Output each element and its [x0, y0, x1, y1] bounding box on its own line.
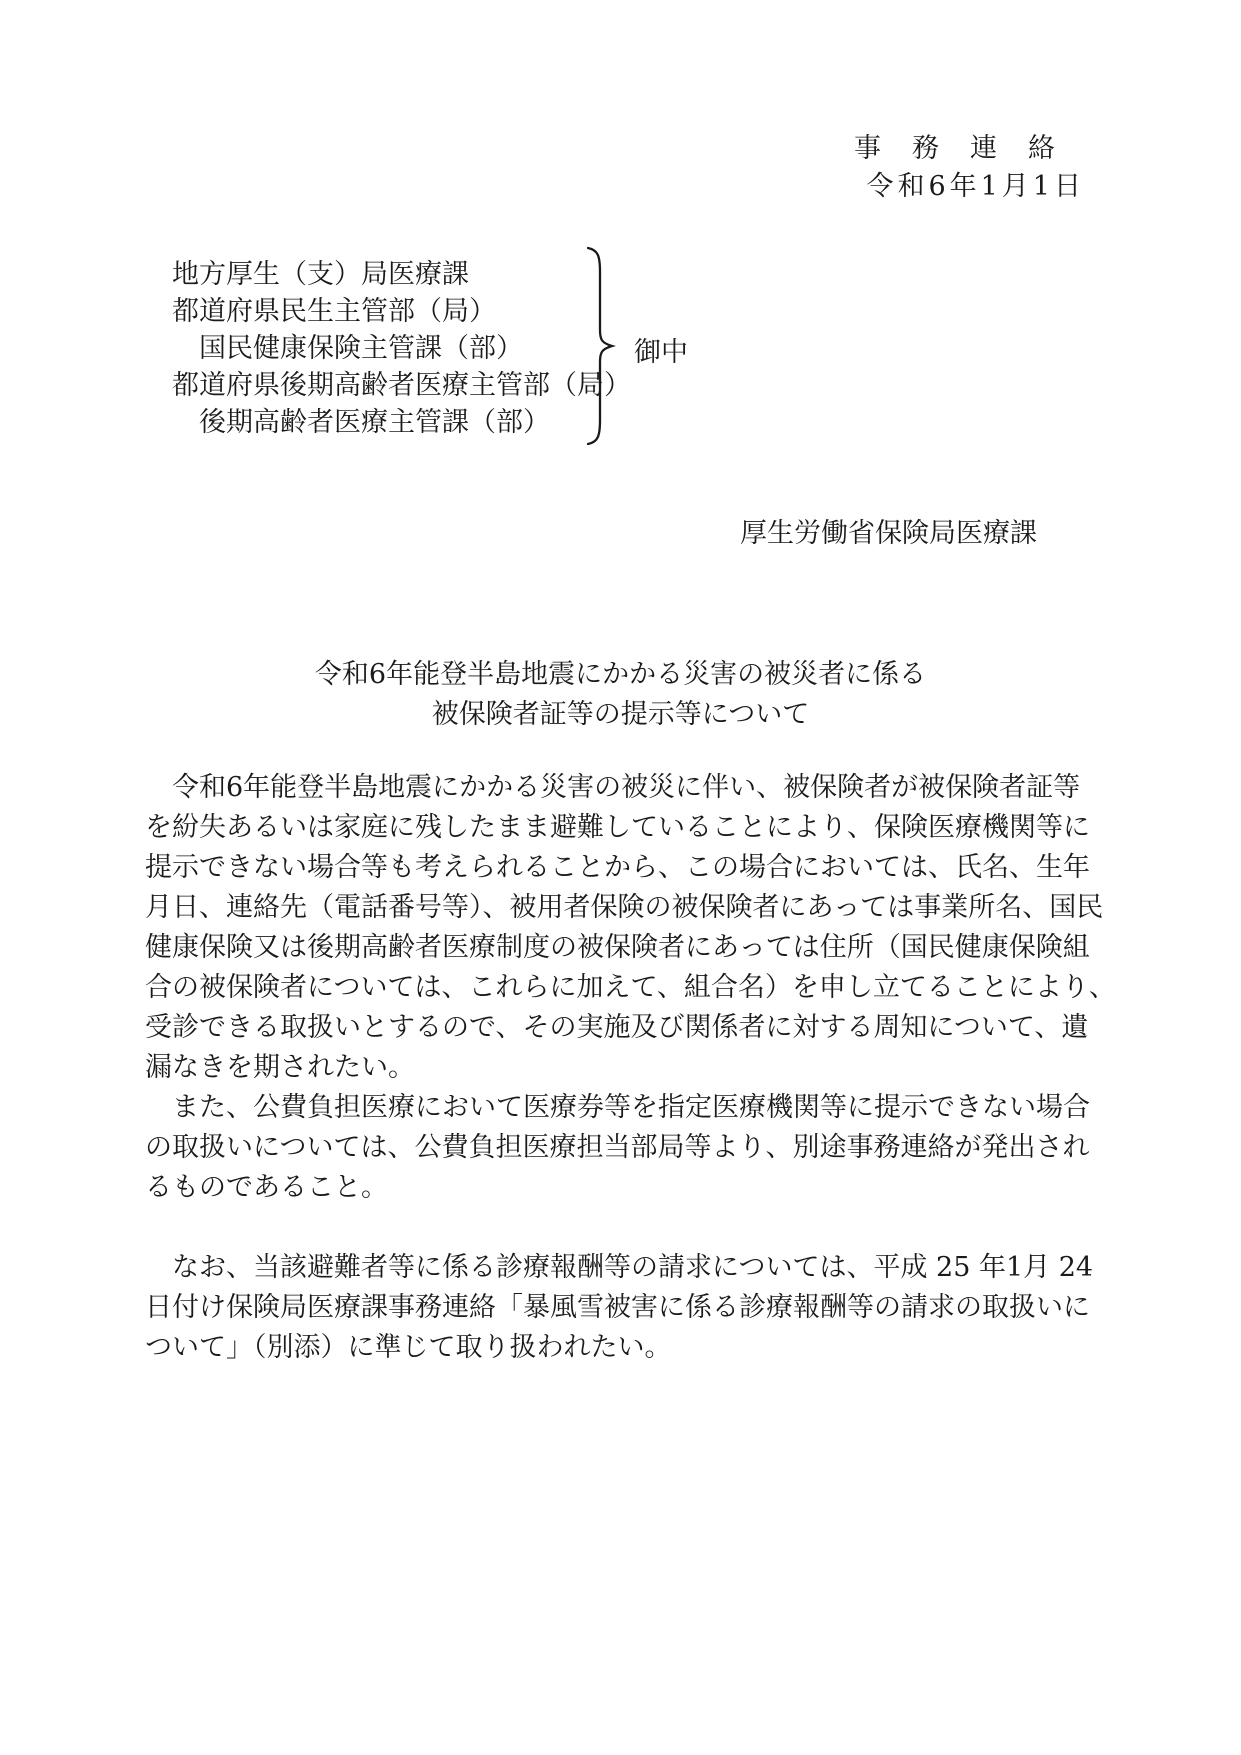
body-line: 提示できない場合等も考えられることから、この場合においては、氏名、生年 [145, 852, 1090, 883]
recipient-line: 都道府県後期高齢者医療主管部（局） [172, 370, 631, 401]
body-line: 令和6年能登半島地震にかかる災害の被災に伴い、被保険者が被保険者証等 [145, 772, 1081, 803]
body-line: また、公費負担医療において医療券等を指定医療機関等に提示できない場合 [145, 1092, 1090, 1123]
recipient-line: 国民健康保険主管課（部） [199, 333, 523, 364]
document-body [145, 768, 1116, 1368]
title-line-2: 被保険者証等の提示等について [431, 699, 810, 730]
body-line: 日付け保険局医療課事務連絡「暴風雪被害に係る診療報酬等の請求の取扱いに [145, 1292, 1090, 1323]
body-line: の取扱いについては、公費負担医療担当部局等より、別途事務連絡が発出され [145, 1132, 1090, 1163]
recipient-line: 後期高齢者医療主管課（部） [199, 407, 550, 438]
sender-name: 厚生労働省保険局医療課 [740, 518, 1037, 549]
recipients-brace-icon [584, 246, 616, 446]
body-line: 月日、連絡先（電話番号等）、被用者保険の被保険者にあっては事業所名、国民 [145, 892, 1104, 923]
body-line: 漏なきを期されたい。 [145, 1052, 415, 1083]
recipient-line: 地方厚生（支）局医療課 [172, 259, 469, 290]
body-paragraph-2 [145, 1248, 1105, 1368]
body-line: 受診できる取扱いとするので、その実施及び関係者に対する周知について、遺 [145, 1012, 1089, 1043]
recipients-list [172, 256, 631, 441]
recipient-honorific: 御中 [634, 337, 688, 368]
recipient-line: 都道府県民生主管部（局） [172, 296, 496, 327]
doc-date: 令和6年1月1日 [866, 171, 1085, 202]
body-line: を紛失あるいは家庭に残したまま避難していることにより、保険医療機関等に [145, 812, 1090, 843]
body-line: 合の被保険者については、これらに加えて、組合名）を申し立てることにより、 [145, 972, 1116, 1003]
document-title [0, 655, 1241, 735]
document-header [854, 130, 1085, 206]
doc-type-label: 事 務 連 絡 [854, 133, 1057, 164]
body-line: 健康保険又は後期高齢者医療制度の被保険者にあっては住所（国民健康保険組 [145, 932, 1090, 963]
body-line: なお、当該避難者等に係る診療報酬等の請求については、平成 25 年1月 24 [145, 1252, 1094, 1283]
body-line: るものであること。 [145, 1172, 388, 1203]
title-line-1: 令和6年能登半島地震にかかる災害の被災者に係る [314, 659, 927, 690]
body-line: ついて」（別添）に準じて取り扱われたい。 [145, 1332, 672, 1363]
body-paragraph-1 [145, 768, 1116, 1208]
